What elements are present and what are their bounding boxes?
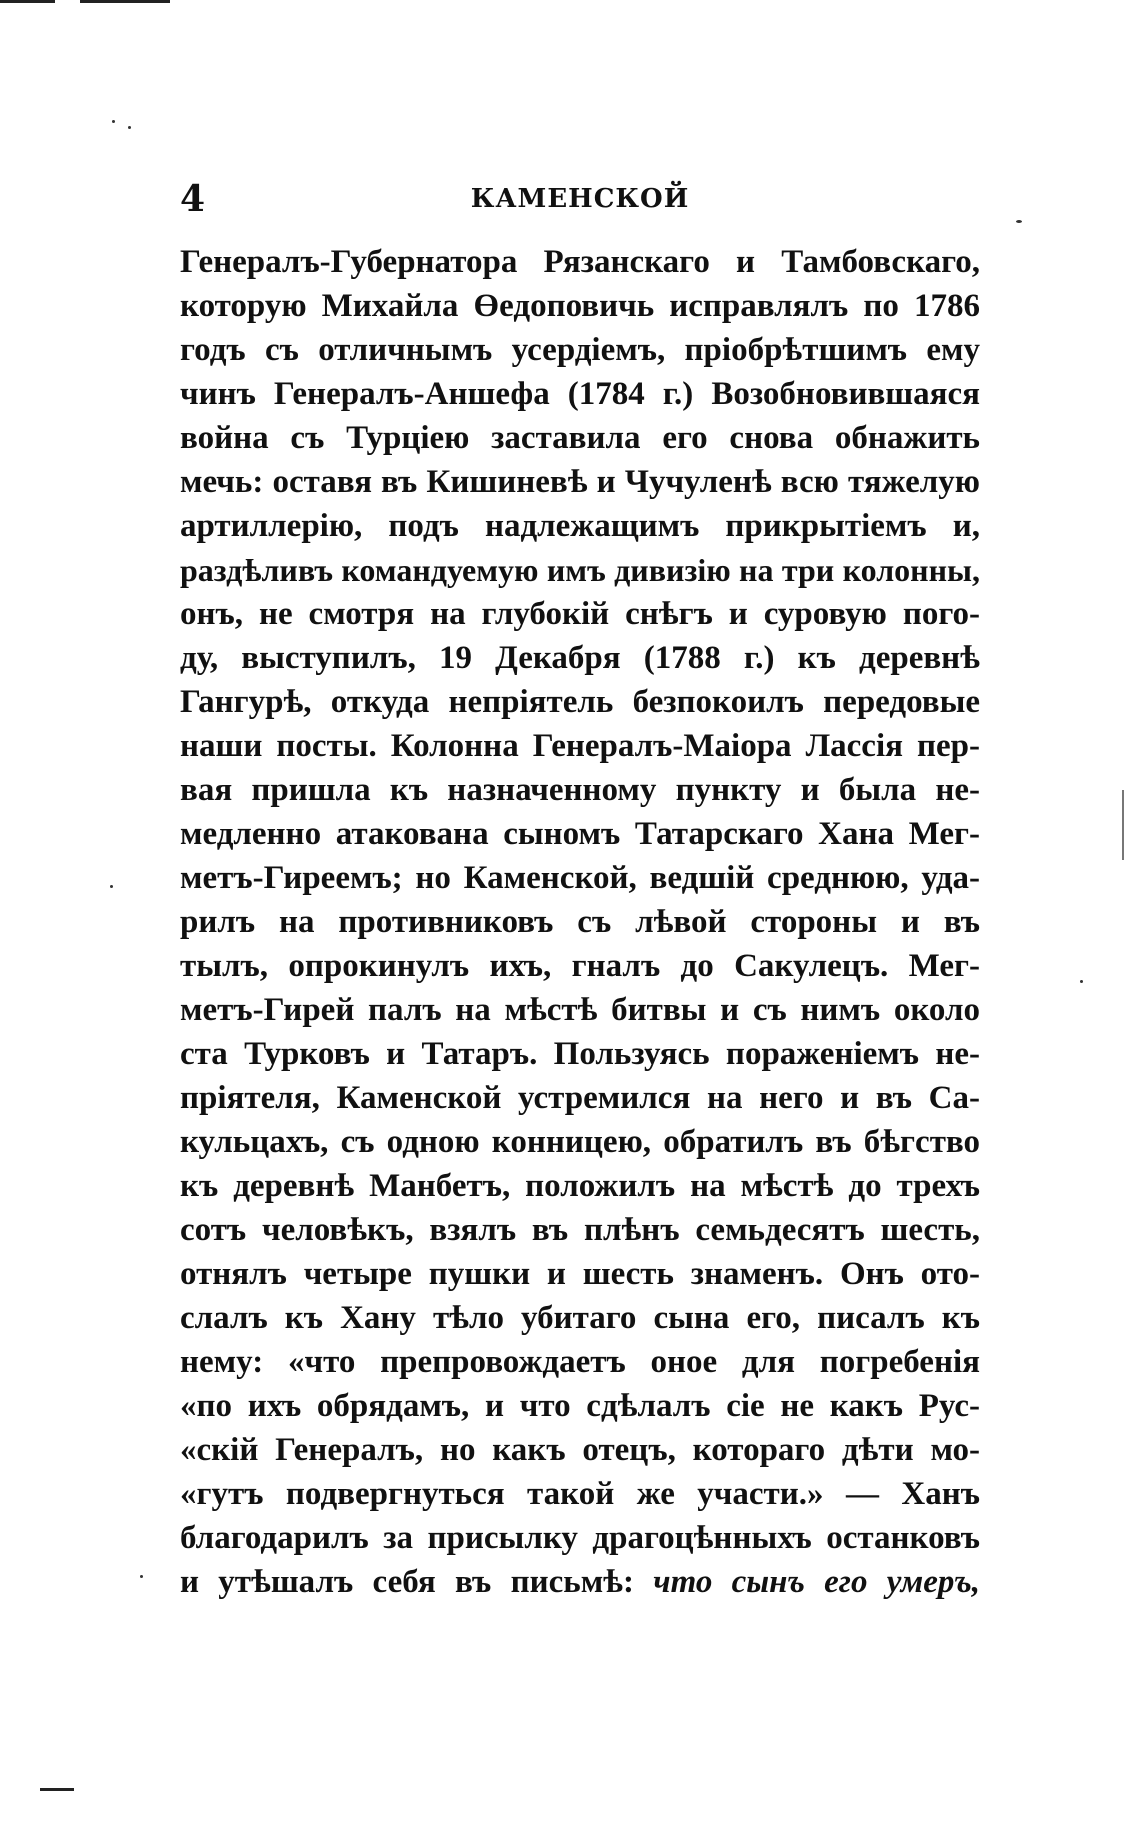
text-line: пріятеля, Каменской устремился на него и въ Са- (180, 1080, 980, 1116)
text-line: Гангурѣ, откуда непріятель безпокоилъ передовые (180, 684, 980, 720)
text-line: сотъ человѣкъ, взялъ въ плѣнъ семьдесятъ шесть, (180, 1212, 980, 1248)
text-line: «по ихъ обрядамъ, и что сдѣлалъ сіе не какъ Рус- (180, 1388, 980, 1424)
text-line: нему: «что препровождаетъ оное для погребенія (180, 1344, 980, 1380)
speck (1080, 980, 1083, 983)
text-line: вая пришла къ назначенному пункту и была не- (180, 772, 980, 808)
text-line: война съ Турціею заставила его снова обнажить (180, 420, 980, 456)
text-line: ста Турковъ и Татаръ. Пользуясь пораженіемъ не- (180, 1036, 980, 1072)
text-line: «скій Генералъ, но какъ отецъ, котораго дѣти мо- (180, 1432, 980, 1468)
text-line: рилъ на противниковъ съ лѣвой стороны и въ (180, 904, 980, 940)
text-line: отнялъ четыре пушки и шесть знаменъ. Онъ ото- (180, 1256, 980, 1292)
page-header (180, 178, 980, 228)
text-line: артиллерію, подъ надлежащимъ прикрытіемъ и, (180, 508, 980, 544)
text-line: наши посты. Колонна Генералъ-Маіора Лассія пер- (180, 728, 980, 764)
text-line: къ деревнѣ Манбетъ, положилъ на мѣстѣ до трехъ (180, 1168, 980, 1204)
text-line: метъ-Гиреемъ; но Каменской, ведшій среднюю, уда- (180, 860, 980, 896)
last-line-roman: и утѣшалъ себя въ письмѣ: (180, 1564, 634, 1600)
text-line: годъ съ отличнымъ усердіемъ, пріобрѣтшимъ ему (180, 332, 980, 368)
page-number: 4 (180, 178, 206, 220)
speck (1016, 220, 1022, 223)
text-line: чинъ Генералъ-Аншефа (1784 г.) Возобновившаяся (180, 376, 980, 412)
text-line: которую Михайла Өедоповичь исправлялъ по 1786 (180, 288, 980, 324)
text-line: благодарилъ за присылку драгоцѣнныхъ останковъ (180, 1520, 980, 1556)
text-line: медленно атакована сыномъ Татарскаго Хана Мег- (180, 816, 980, 852)
last-line-italic: что сынъ его умеръ, (653, 1564, 980, 1600)
text-line: «гутъ подвергнуться такой же участи.» — Ханъ (180, 1476, 980, 1512)
text-line-last (180, 1560, 980, 1604)
text-line: раздѣливъ командуемую имъ дивизію на три колонны, (180, 552, 980, 588)
text-line: кульцахъ, съ одною конницею, обратилъ въ бѣгство (180, 1124, 980, 1160)
margin-rule (1122, 790, 1124, 860)
speck (110, 885, 113, 888)
scan-edge-mark (0, 0, 55, 3)
text-line: тылъ, опрокинулъ ихъ, гналъ до Сакулецъ. Мег- (180, 948, 980, 984)
text-line: слалъ къ Хану тѣло убитаго сына его, писалъ къ (180, 1300, 980, 1336)
body-text (180, 240, 980, 1604)
scan-edge-mark (80, 0, 170, 3)
speck (112, 120, 115, 123)
text-line: онъ, не смотря на глубокій снѣгъ и суровую пого- (180, 596, 980, 632)
running-head: КАМЕНСКОЙ (470, 184, 690, 214)
scan-edge-mark (40, 1788, 74, 1791)
speck (128, 126, 131, 129)
speck (140, 1575, 143, 1578)
text-line: ду, выступилъ, 19 Декабря (1788 г.) къ деревнѣ (180, 640, 980, 676)
text-line: метъ-Гирей палъ на мѣстѣ битвы и съ нимъ около (180, 992, 980, 1028)
text-line: Генералъ-Губернатора Рязанскаго и Тамбовскаго, (180, 244, 980, 280)
text-line: мечь: оставя въ Кишиневѣ и Чучуленѣ всю тяжелую (180, 464, 980, 500)
